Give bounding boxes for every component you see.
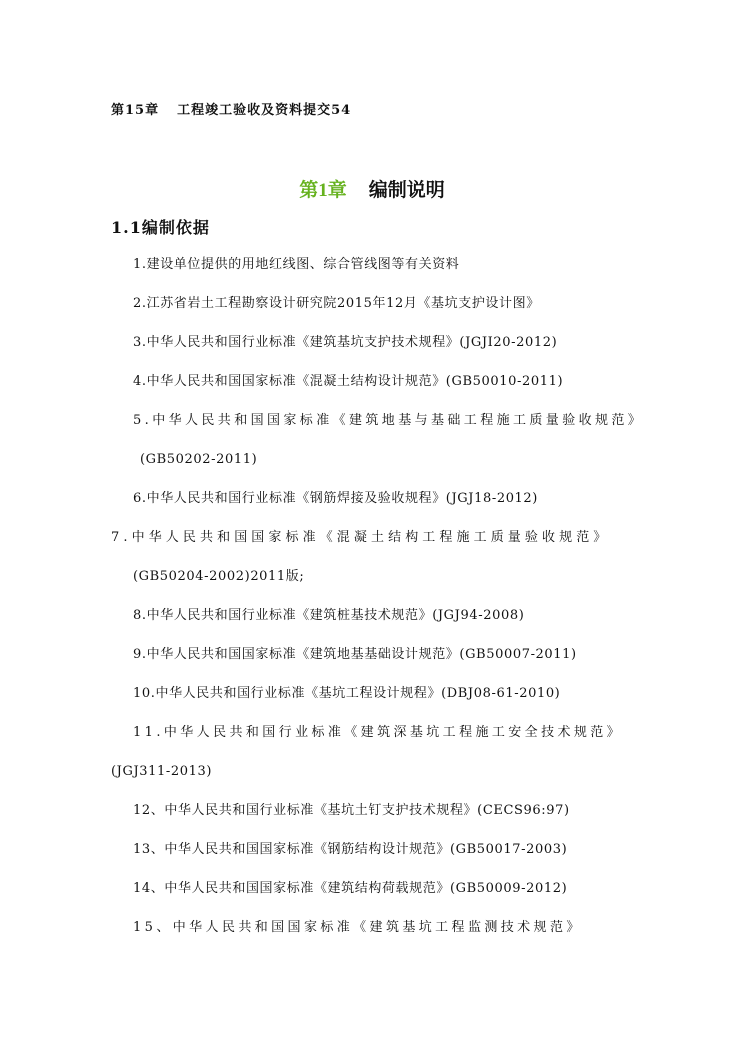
reference-item: 2.江苏省岩土工程勘察设计研究院2015年12月《基坑支护设计图》 bbox=[133, 296, 540, 311]
chapter-title: 编制说明 bbox=[368, 179, 445, 201]
reference-item-continuation: (GB50202-2011) bbox=[140, 452, 258, 467]
reference-item: 11.中华人民共和国行业标准《建筑深基坑工程施工安全技术规范》 bbox=[133, 725, 624, 740]
toc-chapter-title: 工程竣工验收及资料提交54 bbox=[177, 103, 352, 118]
reference-item: 10.中华人民共和国行业标准《基坑工程设计规程》(DBJ08-61-2010) bbox=[133, 686, 561, 701]
reference-item-continuation: (JGJ311-2013) bbox=[111, 764, 213, 779]
reference-item: 13、中华人民共和国国家标准《钢筋结构设计规范》(GB50017-2003) bbox=[133, 842, 568, 857]
chapter-heading bbox=[0, 175, 744, 202]
reference-item: 8.中华人民共和国行业标准《建筑桩基技术规范》(JGJ94-2008) bbox=[133, 608, 525, 623]
section-heading: 1.1编制依据 bbox=[111, 218, 210, 237]
reference-item: 15、中华人民共和国国家标准《建筑基坑工程监测技术规范》 bbox=[133, 920, 583, 935]
reference-item: 9.中华人民共和国国家标准《建筑地基基础设计规范》(GB50007-2011) bbox=[133, 647, 577, 662]
reference-item: 14、中华人民共和国国家标准《建筑结构荷载规范》(GB50009-2012) bbox=[133, 881, 568, 896]
reference-item-continuation: (GB50204-2002)2011版; bbox=[133, 569, 305, 584]
reference-item: 1.建设单位提供的用地红线图、综合管线图等有关资料 bbox=[133, 257, 460, 272]
reference-item: 6.中华人民共和国行业标准《钢筋焊接及验收规程》(JGJ18-2012) bbox=[133, 491, 538, 506]
reference-item: 4.中华人民共和国国家标准《混凝土结构设计规范》(GB50010-2011) bbox=[133, 374, 564, 389]
reference-item: 12、中华人民共和国行业标准《基坑土钉支护技术规程》(CECS96:97) bbox=[133, 803, 570, 818]
toc-chapter-label: 第15章 bbox=[111, 103, 160, 118]
toc-entry[interactable] bbox=[111, 99, 351, 118]
reference-item: 7.中华人民共和国国家标准《混凝土结构工程施工质量验收规范》 bbox=[111, 530, 611, 545]
reference-item: 5.中华人民共和国国家标准《建筑地基与基础工程施工质量验收规范》 bbox=[133, 413, 645, 428]
reference-item: 3.中华人民共和国行业标准《建筑基坑支护技术规程》(JGJI20-2012) bbox=[133, 335, 558, 350]
chapter-number: 第1章 bbox=[299, 180, 347, 201]
